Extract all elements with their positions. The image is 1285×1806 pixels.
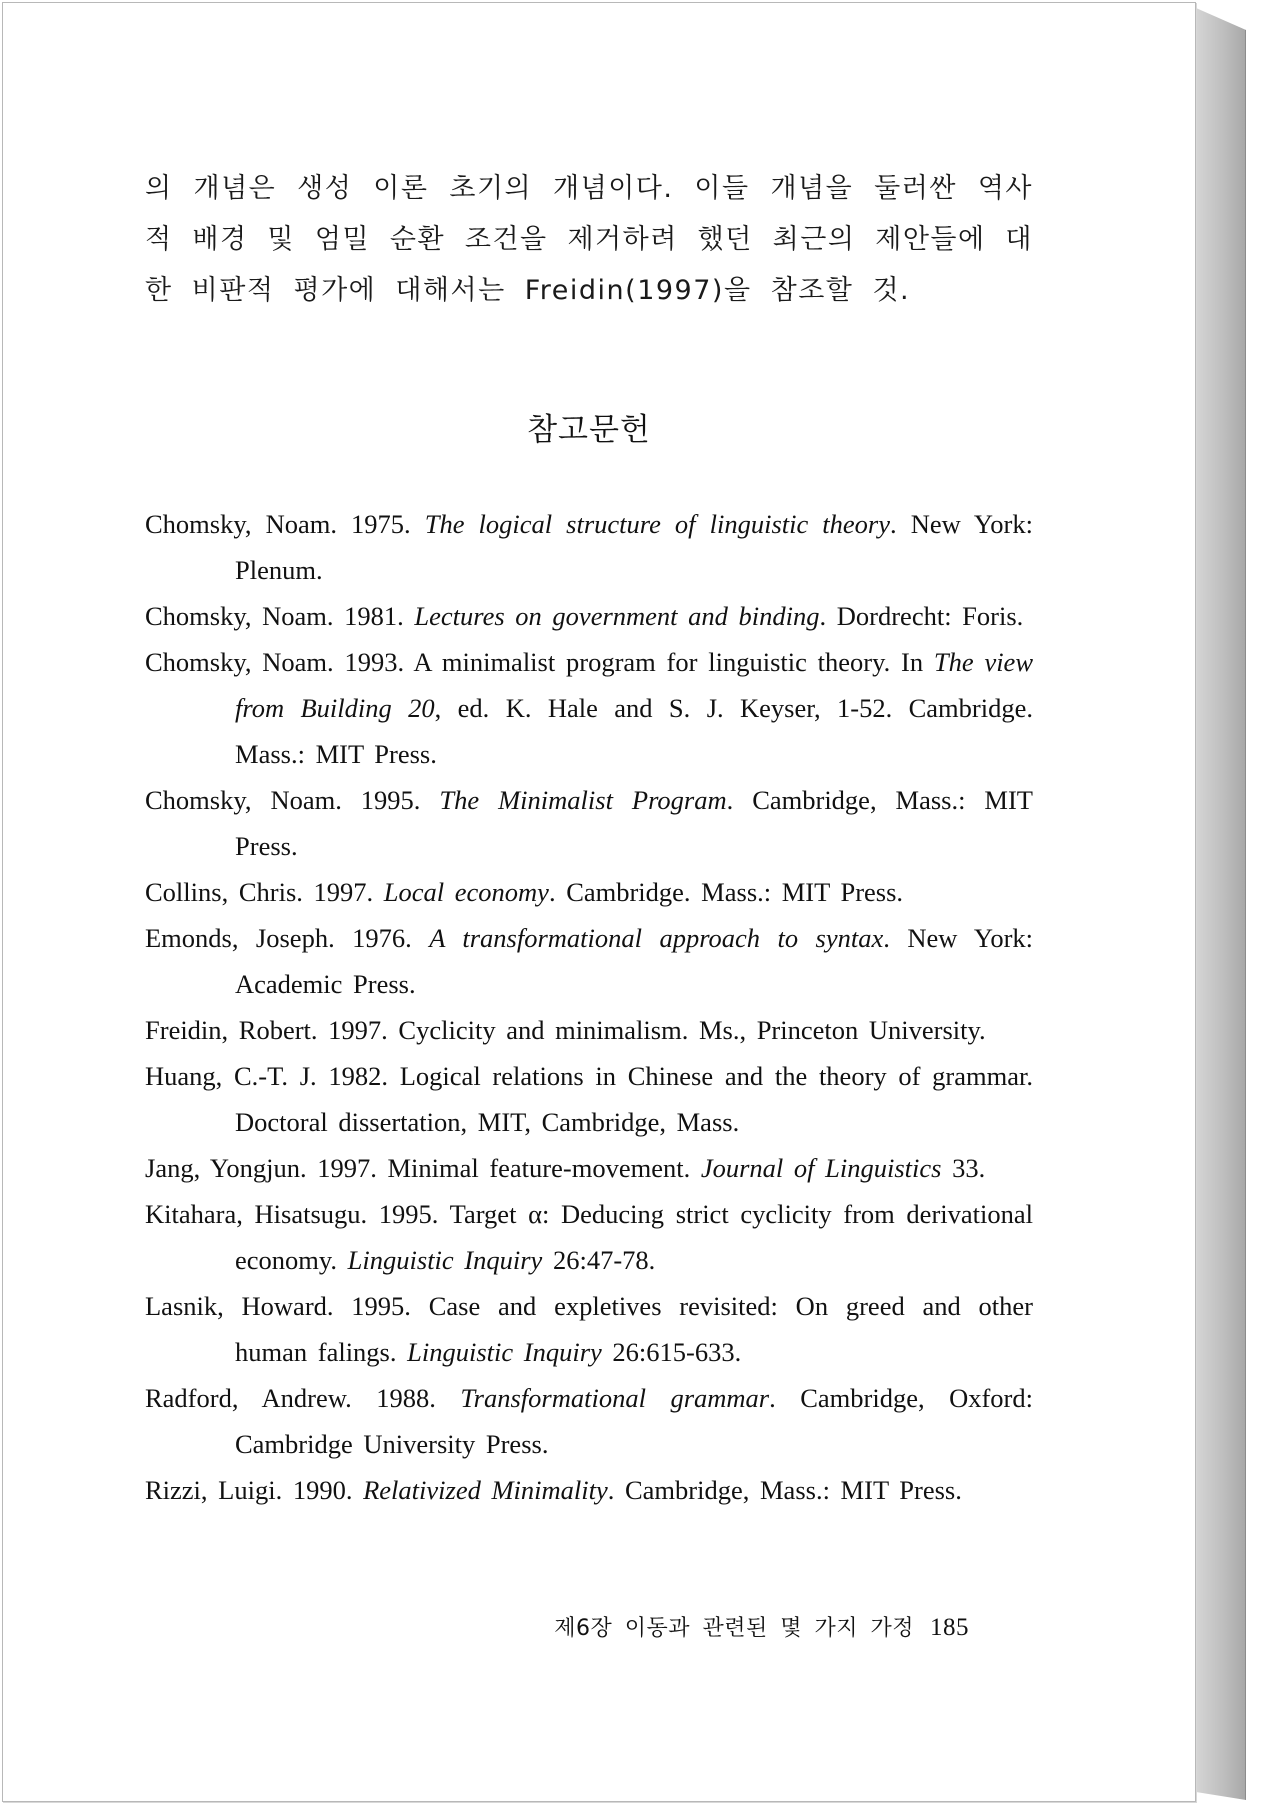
reference-title: Linguistic Inquiry <box>407 1337 602 1367</box>
reference-text: Freidin, Robert. 1997. Cyclicity and minimalism. Ms., Princeton University. <box>145 1015 986 1045</box>
reference-entry <box>145 501 1033 593</box>
reference-publication: 26:615-633. <box>601 1337 742 1367</box>
reference-title: The logical structure of linguistic theory <box>424 509 891 539</box>
reference-text: Kitahara, Hisatsugu. 1995. Target α: Deducing strict cyclicity from derivational economy. <box>145 1199 1033 1275</box>
reference-title: Relativized Minimality <box>363 1475 608 1505</box>
reference-entry <box>145 915 1033 1007</box>
reference-publication: 26:47-78. <box>542 1245 656 1275</box>
reference-entry <box>145 777 1033 869</box>
references-heading: 참고문헌 <box>527 412 651 448</box>
reference-text: Rizzi, Luigi. 1990. <box>145 1475 364 1505</box>
reference-publication: . New York: Plenum. <box>235 509 1033 585</box>
reference-entry <box>145 869 1033 915</box>
reference-title: Linguistic Inquiry <box>347 1245 543 1275</box>
reference-publication: 33. <box>941 1153 986 1183</box>
reference-list <box>145 501 1033 1513</box>
reference-publication: . Cambridge, Oxford: Cambridge University Press. <box>235 1383 1033 1459</box>
reference-publication: . New York: Academic Press. <box>235 923 1034 999</box>
reference-publication: . Cambridge. Mass.: MIT Press. <box>548 877 904 907</box>
reference-entry <box>145 593 1033 639</box>
reference-text: Chomsky, Noam. 1995. <box>145 785 440 815</box>
reference-title: Journal of Linguistics <box>700 1153 942 1183</box>
reference-title: Lectures on government and binding <box>414 601 820 631</box>
reference-title: Transformational grammar <box>460 1383 770 1413</box>
reference-text: Chomsky, Noam. 1975. <box>145 509 425 539</box>
reference-title: A transformational approach to syntax <box>429 923 884 953</box>
reference-text: Chomsky, Noam. 1981. <box>145 601 415 631</box>
reference-text: Radford, Andrew. 1988. <box>145 1383 461 1413</box>
reference-entry <box>145 1145 1033 1191</box>
page-number: 185 <box>930 1614 969 1641</box>
reference-entry <box>145 1053 1033 1145</box>
reference-entry <box>145 1375 1033 1467</box>
reference-text: Collins, Chris. 1997. <box>145 877 384 907</box>
running-footer <box>554 1611 969 1642</box>
reference-text: Jang, Yongjun. 1997. Minimal feature-movement. <box>145 1153 701 1183</box>
intro-paragraph: 의 개념은 생성 이론 초기의 개념이다. 이들 개념을 둘러싼 역사적 배경 및 엄밀 순환 조건을 제거하려 했던 최근의 제안들에 대한 비판적 평가에 대해서는 Freidin(1997)을 참조할 것. <box>145 173 1033 306</box>
reference-publication: . Cambridge, Mass.: MIT Press. <box>607 1475 962 1505</box>
reference-text: Lasnik, Howard. 1995. Case and expletives revisited: On greed and other human falings. <box>145 1291 1033 1367</box>
reference-title: The Minimalist Program <box>439 785 727 815</box>
book-page <box>2 2 1196 1802</box>
chapter-title: 제6장 이동과 관련된 몇 가지 가정 <box>554 1616 914 1641</box>
page-content <box>145 163 1033 1513</box>
reference-entry <box>145 1191 1033 1283</box>
reference-title: Local economy <box>383 877 549 907</box>
reference-text: Chomsky, Noam. 1993. A minimalist program for linguistic theory. In <box>145 647 934 677</box>
reference-entry <box>145 639 1033 777</box>
reference-title: The view from Building 20 <box>235 647 1033 723</box>
page-spine-edge <box>1196 8 1246 1800</box>
reference-text: Huang, C.-T. J. 1982. Logical relations in Chinese and the theory of grammar. Doctoral dissertation, MIT, Cambridge, Mass. <box>145 1061 1033 1137</box>
reference-entry <box>145 1283 1033 1375</box>
reference-entry <box>145 1007 1033 1053</box>
reference-publication: . Dordrecht: Foris. <box>819 601 1024 631</box>
reference-entry <box>145 1467 1033 1513</box>
reference-publication: . Cambridge, Mass.: MIT Press. <box>235 785 1033 861</box>
reference-publication: , ed. K. Hale and S. J. Keyser, 1-52. Cambridge. Mass.: MIT Press. <box>235 693 1033 769</box>
reference-text: Emonds, Joseph. 1976. <box>145 923 430 953</box>
